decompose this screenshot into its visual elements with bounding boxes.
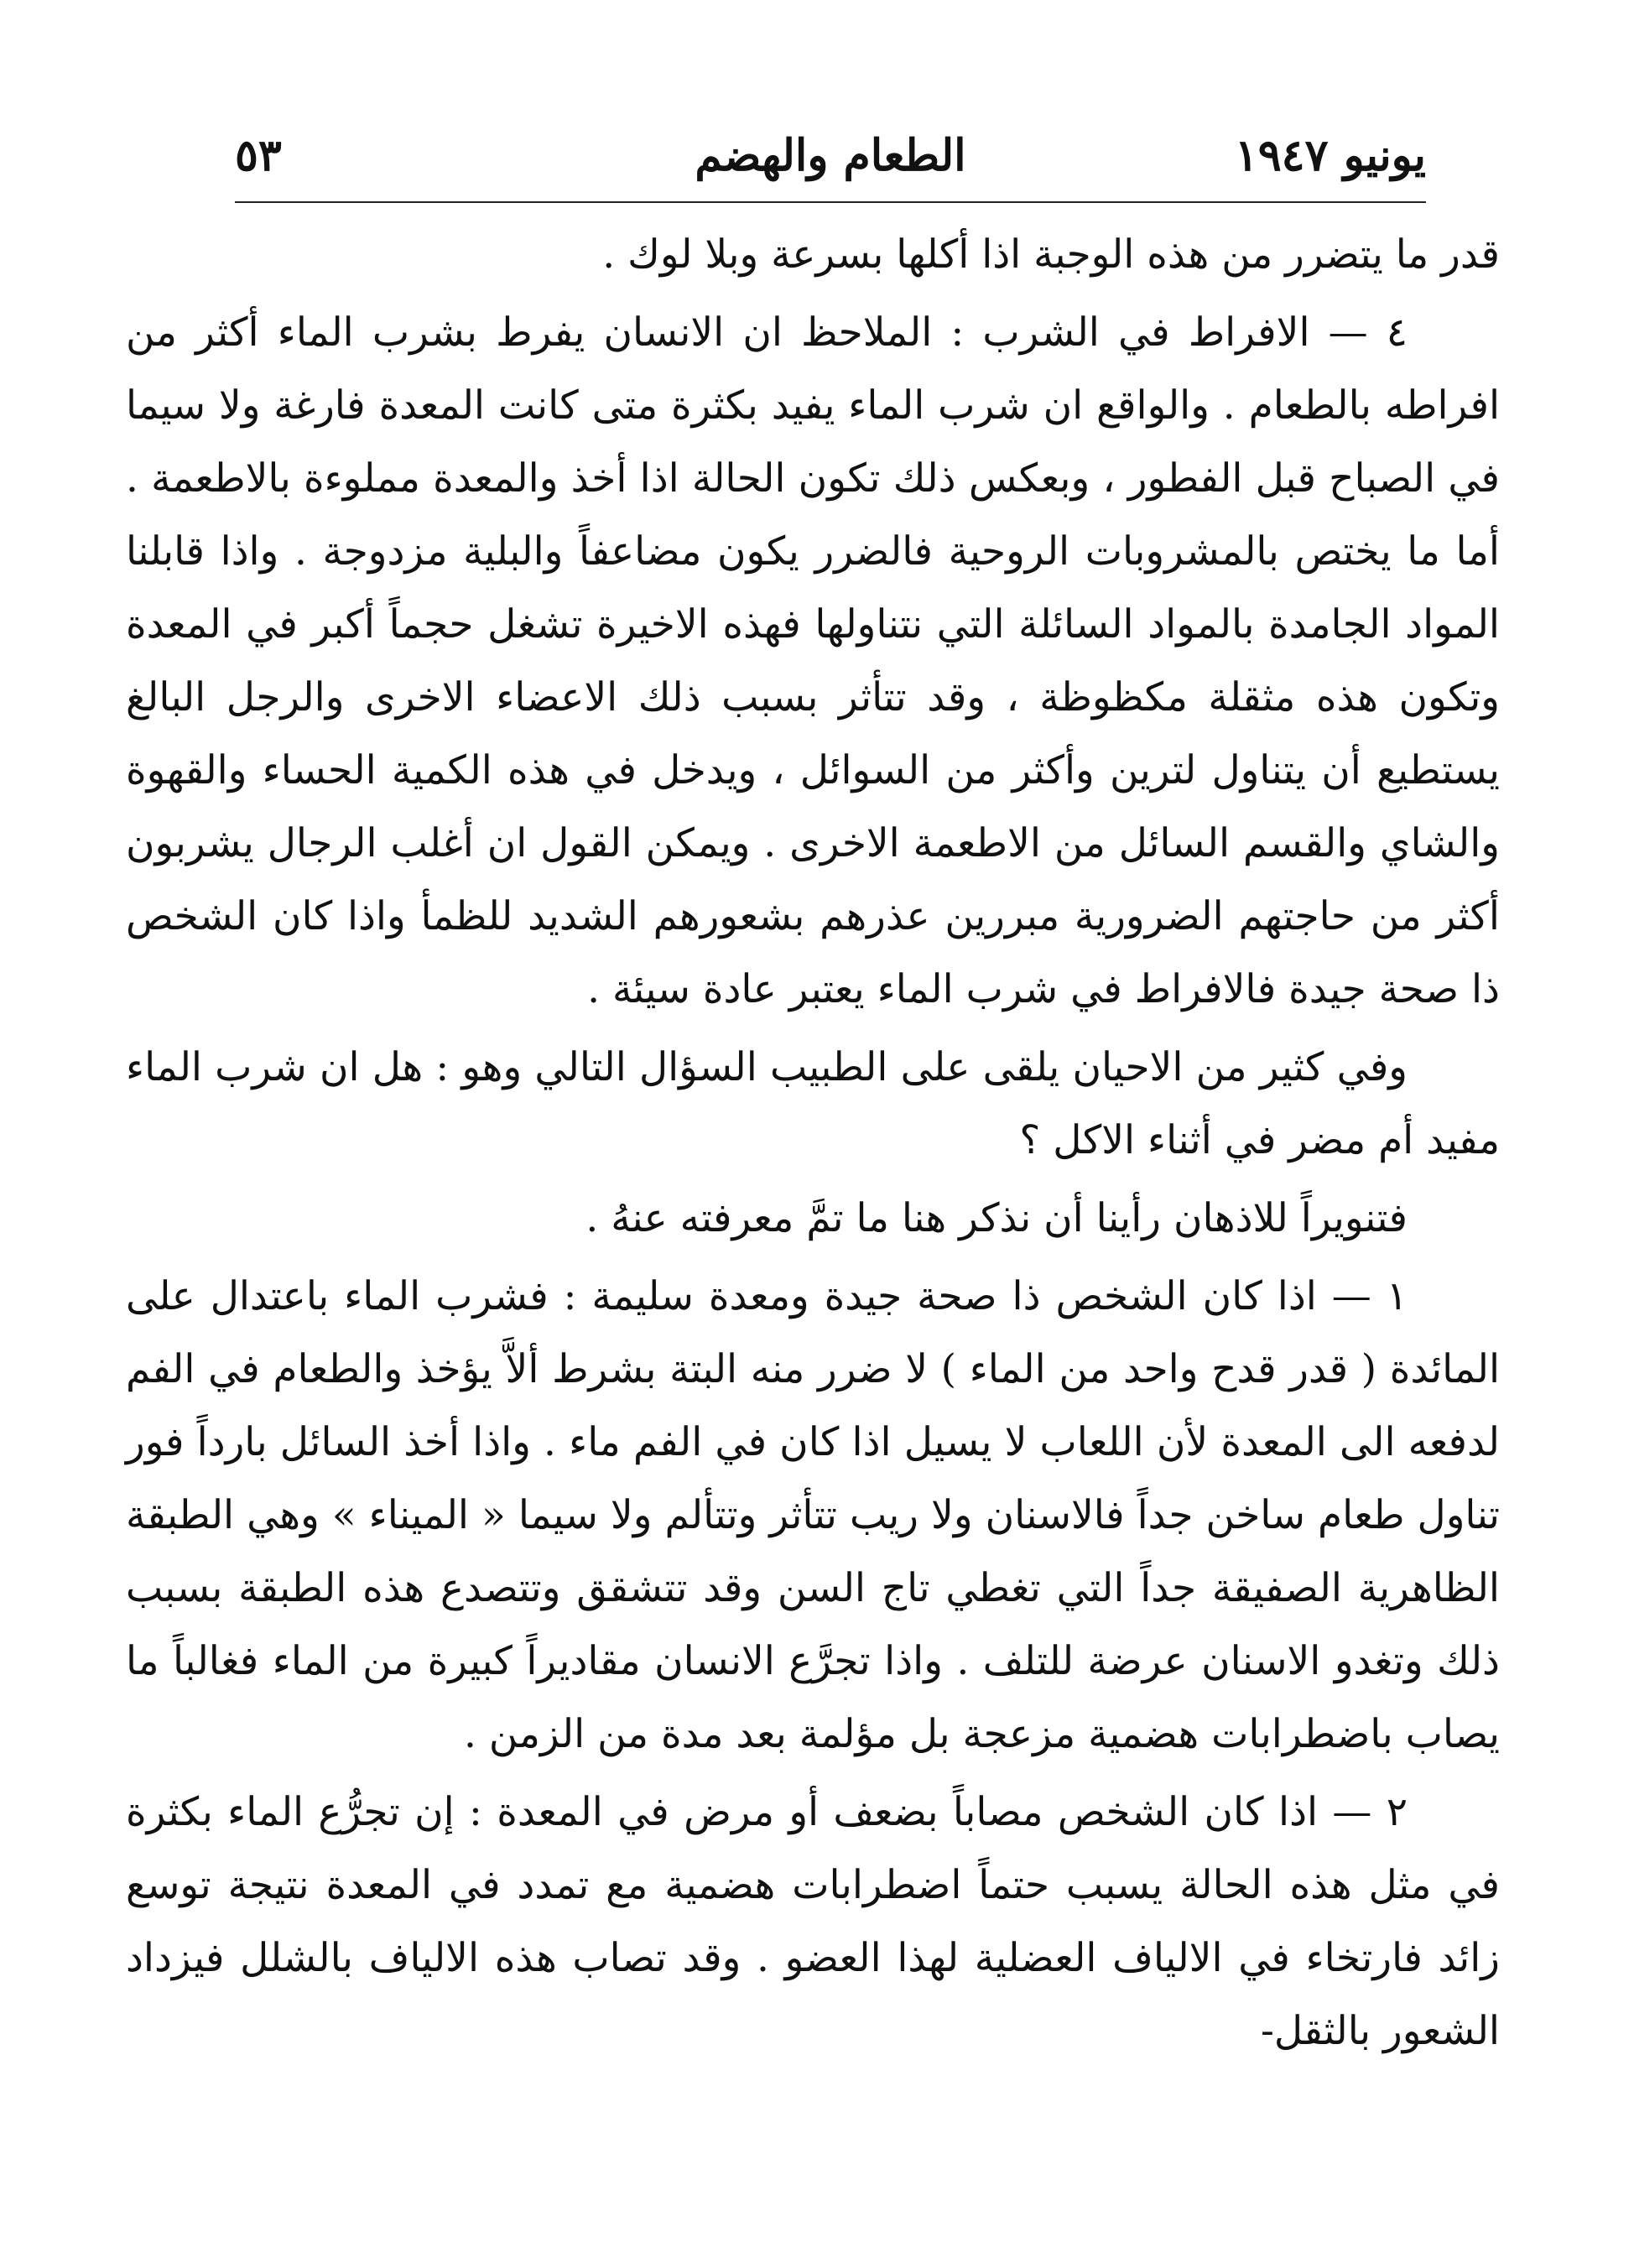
paragraph-question: وفي كثير من الاحيان يلقى على الطبيب السؤال التالي وهو : هل ان شرب الماء مفيد أم مضر في أثناء الاكل ؟ (126, 1044, 1500, 1163)
paragraph-excess-drinking: ٤ — الافراط في الشرب : الملاحظ ان الانسان يفرط بشرب الماء أكثر من افراطه بالطعام . والواقع ان شرب الماء يفيد بكثرة متى كانت المعدة فارغة ولا سيما في الصباح قبل الفطور ، وبعكس ذلك تكون الحالة اذا أخذ والمعدة مملوءة بالاطعمة . أما ما يختص بالمشروبات الروحية فالضرر يكون مضاعفاً والبلية مزدوجة . واذا قابلنا المواد الجامدة بالمواد السائلة التي نتناولها فهذه الاخيرة تشغل حجماً أكبر في المعدة وتكون هذه مثقلة مكظوظة ، وقد تتأثر بسبب ذلك الاعضاء الاخرى والرجل البالغ يستطيع أن يتناول لترين وأكثر من السوائل ، ويدخل في هذه الكمية الحساء والقهوة والشاي والقسم السائل من الاطعمة الاخرى . ويمكن القول ان أغلب الرجال يشربون أكثر من حاجتهم الضرورية مبررين عذرهم بشعورهم الشديد للظمأ واذا كان الشخص ذا صحة جيدة فالافراط في شرب الماء يعتبر عادة سيئة . (126, 310, 1500, 1012)
header-title: الطعام والهضم (695, 130, 966, 181)
header-date: يونيو ١٩٤٧ (1234, 130, 1426, 181)
article-body (126, 218, 1500, 2068)
paragraph-clarification: فتنويراً للاذهان رأينا أن نذكر هنا ما تمَّ معرفته عنهُ . (585, 1195, 1408, 1241)
paragraph-point-1: ١ — اذا كان الشخص ذا صحة جيدة ومعدة سليمة : فشرب الماء باعتدال على المائدة ( قدر قدح واحد من الماء ) لا ضرر منه البتة بشرط ألاَّ يؤخذ والطعام في الفم لدفعه الى المعدة لأن اللعاب لا يسيل اذا كان في الفم ماء . واذا أخذ السائل بارداً فور تناول طعام ساخن جداً فالاسنان ولا ريب تتأثر وتتألم ولا سيما « الميناء » وهي الطبقة الظاهرية الصفيقة جداً التي تغطي تاج السن وقد تتشقق وتتصدع هذه الطبقة بسبب ذلك وتغدو الاسنان عرضة للتلف . واذا تجرَّع الانسان مقاديراً كبيرة من الماء فغالباً ما يصاب باضطرابات هضمية مزعجة بل مؤلمة بعد مدة من الزمن . (126, 1273, 1500, 1757)
running-header (235, 109, 1426, 203)
page-number: ٥٣ (235, 130, 282, 181)
paragraph-point-2: ٢ — اذا كان الشخص مصاباً بضعف أو مرض في المعدة : إن تجرُّع الماء بكثرة في مثل هذه الحالة يسبب حتماً اضطرابات هضمية مع تمدد في المعدة نتيجة توسع زائد فارتخاء في الالياف العضلية لهذا العضو . وقد تصاب هذه الالياف بالشلل فيزداد الشعور بالثقل- (126, 1789, 1500, 2054)
paragraph-continuation: قدر ما يتضرر من هذه الوجبة اذا أكلها بسرعة وبلا لوك . (602, 231, 1500, 278)
